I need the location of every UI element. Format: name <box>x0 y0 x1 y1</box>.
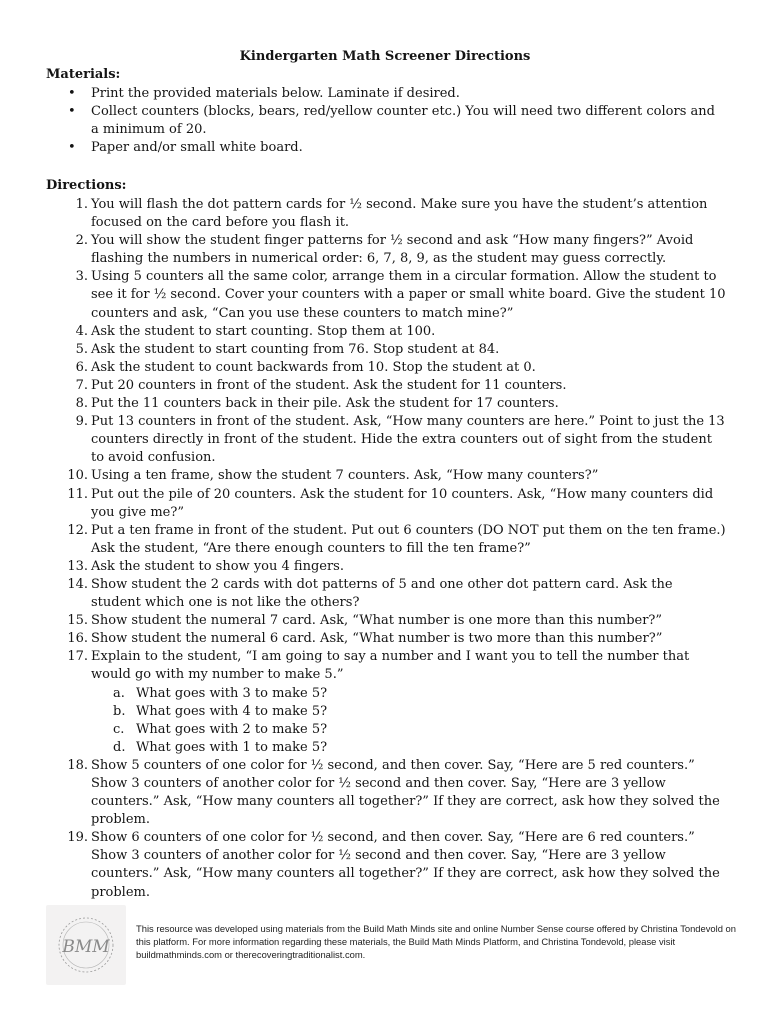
list-item <box>46 341 726 359</box>
item-number: 1. <box>75 197 88 212</box>
item-number: 14. <box>67 576 88 592</box>
logo-text: BMM <box>62 937 110 957</box>
item-number: 2. <box>75 233 88 249</box>
item-number: 8. <box>75 396 88 412</box>
item-number: 4. <box>75 323 88 339</box>
item-number: 7. <box>75 377 88 393</box>
item-text: Put out the pile of 20 counters. Ask the student for 10 counters. Ask, “How many counters did you give me?” <box>91 486 714 520</box>
item-number: 12. <box>67 522 88 538</box>
sub-item-letter: b. <box>113 703 126 719</box>
sub-list-item <box>91 703 726 721</box>
materials-item-text: Paper and/or small white board. <box>91 140 303 155</box>
item-number: 15. <box>67 613 88 629</box>
list-item <box>46 413 726 467</box>
bullet-icon: • <box>68 104 76 119</box>
item-text: Put a ten frame in front of the student. Put out 6 counters (DO NOT put them on the ten frame.) Ask the student, “Are there enough counters to fill the ten frame?” <box>91 522 726 556</box>
item-text: Show student the numeral 7 card. Ask, “What number is one more than this number?” <box>91 613 663 629</box>
directions-heading: Directions: <box>46 178 127 193</box>
sub-item-text: What goes with 4 to make 5? <box>136 703 328 719</box>
item-text: Using 5 counters all the same color, arrange them in a circular formation. Allow the student to see it for ½ second. Cover your counters with a paper or small white board. Give the student 10 counters and ask, “Can you use these counters to match mine?” <box>91 269 726 321</box>
item-text: Show student the numeral 6 card. Ask, “What number is two more than this number?” <box>91 631 663 647</box>
item-text: Ask the student to count backwards from 10. Stop the student at 0. <box>91 359 536 375</box>
list-item <box>46 558 726 576</box>
item-text: Ask the student to start counting. Stop them at 100. <box>91 323 436 339</box>
item-number: 19. <box>67 830 88 846</box>
item-text: Show 6 counters of one color for ½ second, and then cover. Say, “Here are 6 red counters.” Show 3 counters of another color for ½ second and then cover. Say, “Here are 3 yellow counters.” Ask, “How many counters all together?” If they are correct, ask how they solved the problem. <box>91 830 720 900</box>
sub-list <box>91 685 726 757</box>
bullet-icon: • <box>68 140 76 155</box>
page-title: Kindergarten Math Screener Directions <box>239 49 531 64</box>
item-number: 18. <box>67 757 88 773</box>
list-item <box>46 359 726 377</box>
directions-list <box>46 196 726 902</box>
logo-wreath-icon <box>46 905 126 985</box>
materials-item-text: Collect counters (blocks, bears, red/yellow counter etc.) You will need two different colors and a minimum of 20. <box>91 104 715 137</box>
sub-item-letter: c. <box>113 721 125 737</box>
item-number: 9. <box>75 414 88 430</box>
list-item <box>46 323 726 341</box>
sub-list-item <box>91 721 726 739</box>
item-text: Using a ten frame, show the student 7 counters. Ask, “How many counters?” <box>91 468 599 484</box>
item-text: Explain to the student, “I am going to say a number and I want you to tell the number that would go with my number to make 5.” <box>91 649 690 683</box>
list-item <box>46 612 726 630</box>
sub-item-text: What goes with 1 to make 5? <box>136 739 328 755</box>
item-text: Put 20 counters in front of the student. Ask the student for 11 counters. <box>91 377 567 393</box>
sub-list-item <box>91 739 726 757</box>
list-item <box>46 377 726 395</box>
list-item <box>46 630 726 648</box>
item-text: Put 13 counters in front of the student. Ask, “How many counters are here.” Point to just the 13 counters directly in front of the student. Hide the extra counters out of sight from the student to avoid confusion. <box>91 414 725 466</box>
list-item <box>46 522 726 558</box>
item-number: 10. <box>67 468 88 484</box>
sub-item-text: What goes with 3 to make 5? <box>136 685 328 701</box>
item-number: 3. <box>75 269 88 285</box>
materials-item-text: Print the provided materials below. Laminate if desired. <box>91 86 460 101</box>
list-item <box>46 85 726 103</box>
item-number: 13. <box>67 558 88 574</box>
item-text: You will show the student finger patterns for ½ second and ask “How many fingers?” Avoid flashing the numbers in numerical order: 6, 7, 8, 9, as the student may guess correctly. <box>91 233 694 267</box>
sub-list-item <box>91 685 726 703</box>
list-item <box>46 395 726 413</box>
item-number: 11. <box>67 486 88 502</box>
list-item <box>46 576 726 612</box>
list-item <box>46 829 726 901</box>
list-item <box>46 139 726 157</box>
list-item <box>46 467 726 485</box>
list-item <box>46 757 726 829</box>
build-math-minds-logo <box>46 905 126 985</box>
sub-item-text: What goes with 2 to make 5? <box>136 721 328 737</box>
item-text: Show 5 counters of one color for ½ second, and then cover. Say, “Here are 5 red counters.” Show 3 counters of another color for ½ second and then cover. Say, “Here are 3 yellow counters.” Ask, “How many counters all together?” If they are correct, ask how they solved the problem. <box>91 757 720 828</box>
list-item <box>46 486 726 522</box>
item-text: Put the 11 counters back in their pile. Ask the student for 17 counters. <box>91 396 559 412</box>
footer-credit-text: This resource was developed using materials from the Build Math Minds site and online Number Sense course offered by Christina Tondevold on this platform. For more information regarding these materials, the Build Math Minds Platform, and Christina Tondevold, please visit buildmathminds.com or therecoveringtraditionalist.com. <box>136 923 736 960</box>
list-item <box>46 232 726 268</box>
item-number: 6. <box>75 359 88 375</box>
bullet-icon: • <box>68 86 76 101</box>
list-item <box>46 103 726 139</box>
sub-item-letter: a. <box>113 685 125 701</box>
item-number: 5. <box>75 341 88 357</box>
item-number: 17. <box>67 649 88 665</box>
sub-item-letter: d. <box>113 739 126 755</box>
list-item <box>46 648 726 757</box>
materials-heading: Materials: <box>46 67 121 82</box>
item-text: Ask the student to show you 4 fingers. <box>91 558 344 574</box>
materials-list <box>46 85 726 157</box>
list-item <box>46 268 726 322</box>
item-number: 16. <box>67 631 88 647</box>
list-item <box>46 196 726 232</box>
item-text: Ask the student to start counting from 76. Stop student at 84. <box>91 341 500 357</box>
item-text: You will flash the dot pattern cards for ½ second. Make sure you have the student’s attention focused on the card before you flash it. <box>91 197 708 231</box>
item-text: Show student the 2 cards with dot patterns of 5 and one other dot pattern card. Ask the student which one is not like the others? <box>91 576 673 611</box>
